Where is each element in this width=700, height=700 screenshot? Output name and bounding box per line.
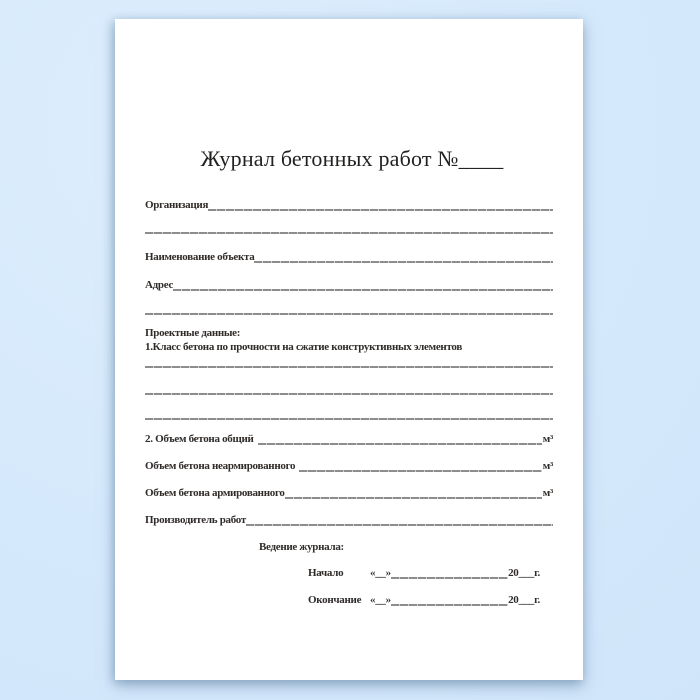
blank-line — [285, 497, 542, 499]
field-volume-reinforced — [145, 486, 553, 500]
field-volume-total-label: 2. Объем бетона общий — [145, 433, 254, 445]
field-object-name-label: Наименование объекта — [145, 251, 255, 263]
date-day-blank: «__» — [370, 567, 391, 579]
journal-end-row — [308, 593, 540, 607]
blank-line — [254, 261, 553, 263]
blank-line — [145, 366, 553, 368]
blank-line — [145, 313, 553, 315]
field-address-label: Адрес — [145, 279, 174, 291]
blank-line — [299, 470, 542, 472]
blank-line — [173, 289, 553, 291]
field-volume-reinforced-label: Объем бетона армированного — [145, 487, 285, 499]
date-year-blank: 20___г. — [508, 594, 540, 606]
journal-start-row — [308, 566, 540, 580]
field-organization — [145, 198, 553, 212]
journal-start-label: Начало — [308, 567, 344, 579]
blank-line — [391, 604, 508, 606]
field-volume-unreinforced — [145, 459, 553, 473]
blank-line — [246, 524, 553, 526]
page-title: Журнал бетонных работ №____ — [200, 146, 504, 171]
field-volume-total — [145, 432, 553, 446]
document-page — [115, 19, 583, 680]
blank-line — [145, 393, 553, 395]
field-address — [145, 278, 553, 292]
field-producer — [145, 513, 553, 527]
field-object-name — [145, 250, 553, 264]
blank-line — [391, 577, 508, 579]
unit-cubic-meters: м³ — [542, 460, 553, 472]
blank-line — [258, 443, 542, 445]
blank-line — [145, 232, 553, 234]
field-producer-label: Производитель работ — [145, 514, 246, 526]
unit-cubic-meters: м³ — [542, 487, 553, 499]
unit-cubic-meters: м³ — [542, 433, 553, 445]
blank-line — [208, 209, 553, 211]
journal-keeping-header: Ведение журнала: — [259, 541, 344, 553]
blank-line — [145, 418, 553, 420]
field-volume-unreinforced-label: Объем бетона неармированного — [145, 460, 296, 472]
date-year-blank: 20___г. — [508, 567, 540, 579]
field-organization-label: Организация — [145, 199, 209, 211]
project-data-header: Проектные данные: — [145, 327, 241, 339]
date-day-blank: «__» — [370, 594, 391, 606]
journal-end-label: Окончание — [308, 594, 362, 606]
project-data-item-1: 1.Класс бетона по прочности на сжатие конструктивных элементов — [145, 341, 462, 353]
